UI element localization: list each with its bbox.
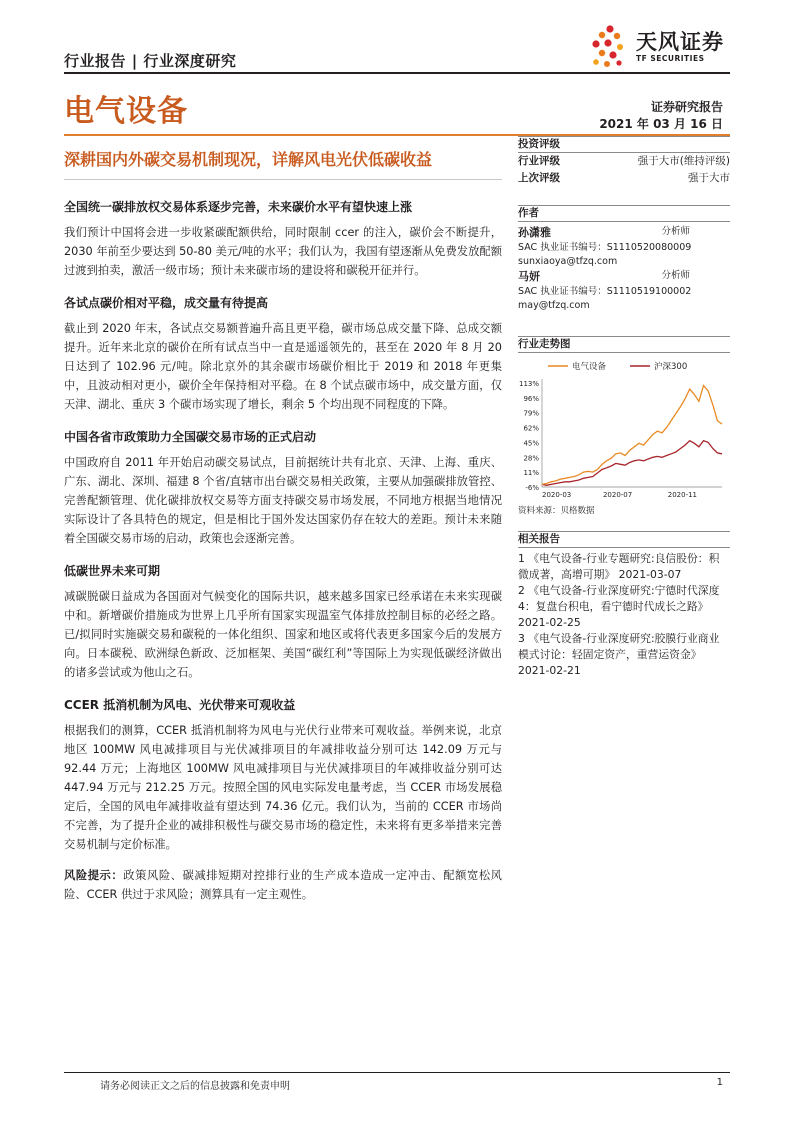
y-tick-label: 79% [523, 409, 539, 418]
legend-label: 沪深300 [654, 362, 688, 372]
section [64, 198, 502, 280]
y-tick-label: -6% [525, 484, 539, 492]
report-category: 行业报告 | 行业深度研究 [64, 52, 237, 70]
author-role: 分析师 [661, 270, 690, 281]
rating-title: 投资评级 [518, 136, 730, 153]
section-body: 根据我们的测算，CCER 抵消机制将为风电与光伏行业带来可观收益。举例来说，北京地区 100MW 风电减排项目与光伏减排项目的年减排收益分别可达 142.09 万元与 92.44 万元；上海地区 100MW 风电减排项目与光伏减排项目的年减排收益分别可达 447.94 万元与 212.25 万元。按照全国的风电实际发电量考虑，当 CCER 市场发展稳定后，全国的风电年减排收益有望达到 74.36 亿元。我们认为，当前的 CCER 市场尚不完善，为了提升企业的减排积极性与碳交易市场的稳定性，未来将有更多举措来完善交易机制与定价标准。 [64, 724, 502, 851]
trend-chart [518, 357, 730, 502]
section-title: 各试点碳价相对平稳，成交量有待提高 [64, 296, 269, 310]
rating-label: 行业评级 [518, 155, 560, 167]
report-date: 2021 年 03 月 16 日 [599, 117, 723, 131]
related-item[interactable]: 3 《电气设备-行业深度研究:胶膜行业商业模式讨论：轻固定资产，重营运资金》 2021-02-21 [518, 632, 720, 677]
author-row [518, 269, 730, 285]
legend-label: 电气设备 [572, 362, 607, 372]
author-block [518, 269, 730, 312]
section-body: 截止到 2020 年末，各试点交易额普遍升高且更平稳，碳市场总成交量下降、总成交额提升。近年来北京的碳价在所有试点当中一直是遥遥领先的，甚至在 2020 年 8 月 20 日达到了 102.96 元/吨。除北京外的其余碳市场碳价相比于 2019 和 2018 年更集中，且波动相对更小，碳价全年保持相对平稳。在 8 个试点碳市场中，成交量方面，仅天津、湖北、重庆 3 个碳市场实现了增长，剩余 5 个均出现不同程度的下降。 [64, 322, 502, 411]
author-block [518, 225, 730, 268]
section-body: 中国政府自 2011 年开始启动碳交易试点，目前据统计共有北京、天津、上海、重庆、广东、湖北、深圳、福建 8 个省/直辖市出台碳交易相关政策，主要从加强碳排放管控、完善配额管理、优化碳排放权交易等方面支持碳交易市场发展，不同地方根据当地情况实际设计了各具特色的规定，但是相比于国外发达国家仍存在较大的差距。预计未来随着全国碳交易市场的启动，政策也会逐渐完善。 [64, 456, 502, 545]
rating-value: 强于大市 [688, 172, 730, 184]
y-tick-label: 45% [523, 439, 539, 448]
author-role: 分析师 [661, 226, 690, 237]
author-cert: SAC 执业证书编号：S1110520080009 [518, 242, 692, 253]
section [64, 696, 502, 854]
related-title: 相关报告 [518, 531, 730, 548]
risk-warning [64, 866, 502, 904]
section [64, 562, 502, 682]
section [64, 294, 502, 414]
y-tick-label: 113% [518, 380, 539, 388]
related-item[interactable]: 1 《电气设备-行业专题研究:良信股份：积微成著，高增可期》 2021-03-07 [518, 552, 720, 581]
y-tick-label: 11% [523, 469, 539, 478]
author-email: sunxiaoya@tfzq.com [518, 255, 618, 267]
header-rule [64, 72, 730, 74]
sidebar [518, 136, 730, 679]
footer-rule [64, 1072, 730, 1073]
y-tick-label: 96% [523, 394, 539, 403]
section-title: CCER 抵消机制为风电、光伏带来可观收益 [64, 698, 296, 712]
section-title: 中国各省市政策助力全国碳交易市场的正式启动 [64, 430, 317, 444]
chart-source: 资料来源：贝格数据 [518, 506, 595, 516]
series-line [542, 386, 722, 485]
section-body: 减碳脱碳日益成为各国面对气候变化的国际共识，越来越多国家已经承诺在未来实现碳中和。新增碳价措施成为世界上几乎所有国家实现温室气体排放控制目标的必经之路。已/拟同时实施碳交易和碳税的一体化组织、国家和地区或将代表更多国家今后的发展方向。日本碳税、欧洲绿色新政、泛加框架、美国“碳红利”等国际上为实现低碳经济做出的诸多尝试或为他山之石。 [64, 590, 502, 679]
related-list [518, 551, 730, 679]
page-number: 1 [716, 1077, 723, 1088]
authors-title: 作者 [518, 205, 730, 222]
rating-row [518, 170, 730, 187]
trend-title: 行业走势图 [518, 336, 730, 353]
risk-body: 政策风险、碳减排短期对控排行业的生产成本造成一定冲击、配额宽松风险、CCER 供过于求风险；测算具有一定主观性。 [64, 869, 502, 901]
logo-name: 天风证券 [636, 30, 724, 54]
author-name: 马妍 [518, 270, 540, 283]
rating-row [518, 153, 730, 170]
section-title: 全国统一碳排放权交易体系逐步完善，未来碳价水平有望快速上涨 [64, 200, 413, 214]
footer-disclaimer: 请务必阅读正文之后的信息披露和免责申明 [100, 1081, 290, 1092]
headline: 深耕国内外碳交易机制现况，详解风电光伏低碳收益 [64, 150, 433, 169]
section-title: 低碳世界未来可期 [64, 564, 161, 578]
x-tick-label: 2020-03 [542, 491, 572, 499]
x-tick-label: 2020-07 [602, 491, 633, 499]
section-body: 我们预计中国将会进一步收紧碳配额供给，同时限制 ccer 的注入，碳价会不断提升，2030 年前至少要达到 50-80 美元/吨的水平；我们认为，我国有望逐渐从免费发放配额过渡到拍卖，激活一级市场；预计未来碳市场的建设将和碳税开征并行。 [64, 226, 502, 277]
headline-rule [64, 179, 502, 180]
logo-name-en: TF SECURITIES [636, 54, 705, 63]
related-item[interactable]: 2 《电气设备-行业深度研究:宁德时代深度 4：复盘台积电，看宁德时代成长之路》 2021-02-25 [518, 584, 720, 629]
rating-value: 强于大市(维持评级) [637, 155, 730, 167]
trend-chart-svg [518, 357, 730, 499]
series-line [542, 441, 722, 486]
author-email: may@tfzq.com [518, 299, 590, 311]
report-type: 证券研究报告 [650, 100, 723, 114]
author-name: 孙潇雅 [518, 226, 551, 239]
y-tick-label: 62% [523, 424, 539, 433]
section [64, 428, 502, 548]
rating-label: 上次评级 [518, 172, 560, 184]
author-row [518, 225, 730, 241]
x-tick-label: 2020-11 [667, 491, 698, 499]
author-cert: SAC 执业证书编号：S1110519100002 [518, 286, 692, 297]
industry-title: 电气设备 [64, 94, 188, 129]
y-tick-label: 28% [523, 454, 539, 463]
risk-label: 风险提示： [64, 869, 124, 882]
main-column [64, 147, 502, 904]
